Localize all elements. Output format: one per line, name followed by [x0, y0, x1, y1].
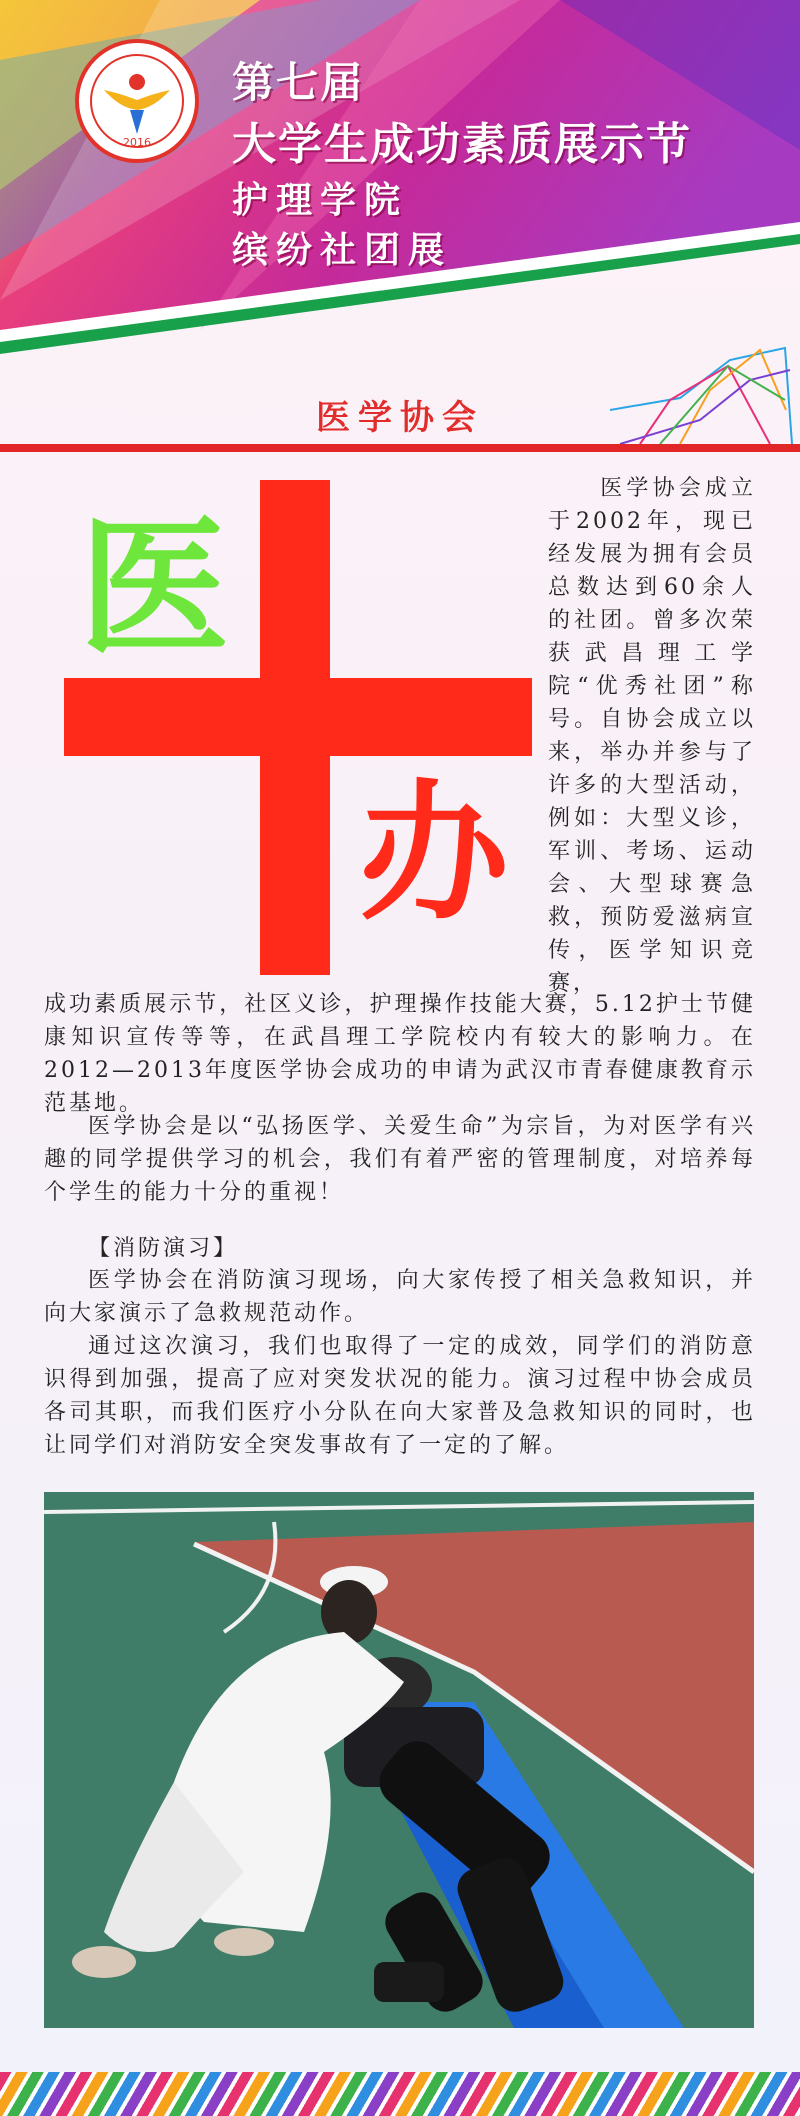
svg-text:2016: 2016 [123, 136, 151, 149]
fire-drill-photo [44, 1492, 754, 2028]
banner-line-festival-edition: 第七届 [232, 58, 365, 107]
drill-heading: 【消防演习】 [88, 1236, 239, 1261]
section-divider [0, 444, 800, 452]
banner-line-festival-name: 大学生成功素质展示节 [232, 119, 692, 170]
header-banner [0, 0, 800, 360]
college-logo [74, 38, 200, 164]
mission-paragraph: 医学协会是以“弘扬医学、关爱生命”为宗旨，为对医学有兴趣的同学提供学习的机会，我们有着严密的管理制度，对培养每个学生的能力十分的重视！ [44, 1114, 756, 1205]
drill-paragraph-1: 医学协会在消防演习现场，向大家传授了相关急救知识，并向大家演示了急救规范动作。 [44, 1268, 756, 1326]
banner-line-college: 护理学院 [232, 179, 409, 221]
drill-paragraph-2: 通过这次演习，我们也取得了一定的成效，同学们的消防意识得到加强，提高了应对突发状况的能力。演习过程中协会成员各司其职，而我们医疗小分队在向大家普及急救知识的同时，也让同学们对消防安全突发事故有了一定的了解。 [44, 1334, 756, 1458]
footer-stripes [0, 2072, 800, 2116]
banner-line-club-expo: 缤纷社团展 [232, 229, 453, 271]
association-emblem [64, 480, 534, 980]
emblem-char-right: 办 [358, 767, 510, 941]
intro-text-continued: 成功素质展示节，社区义诊，护理操作技能大赛，5.12护士节健康知识宣传等等，在武昌理工学院校内有较大的影响力。在2012—2013年度医学协会成功的申请为武汉市青春健康教育示范基地。 [44, 992, 756, 1116]
section-title: 医学协会 [316, 398, 484, 438]
emblem-char-left: 医 [78, 502, 230, 676]
intro-text-right: 医学协会成立于2002年，现已经发展为拥有会员总数达到60余人的社团。曾多次荣获武昌理工学院“优秀社团”称号。自协会成立以来，举办并参与了许多的大型活动，例如：大型义诊，军训、考场、运动会、大型球赛急救，预防爱滋病宣传，医学知识竞赛， [548, 476, 756, 996]
